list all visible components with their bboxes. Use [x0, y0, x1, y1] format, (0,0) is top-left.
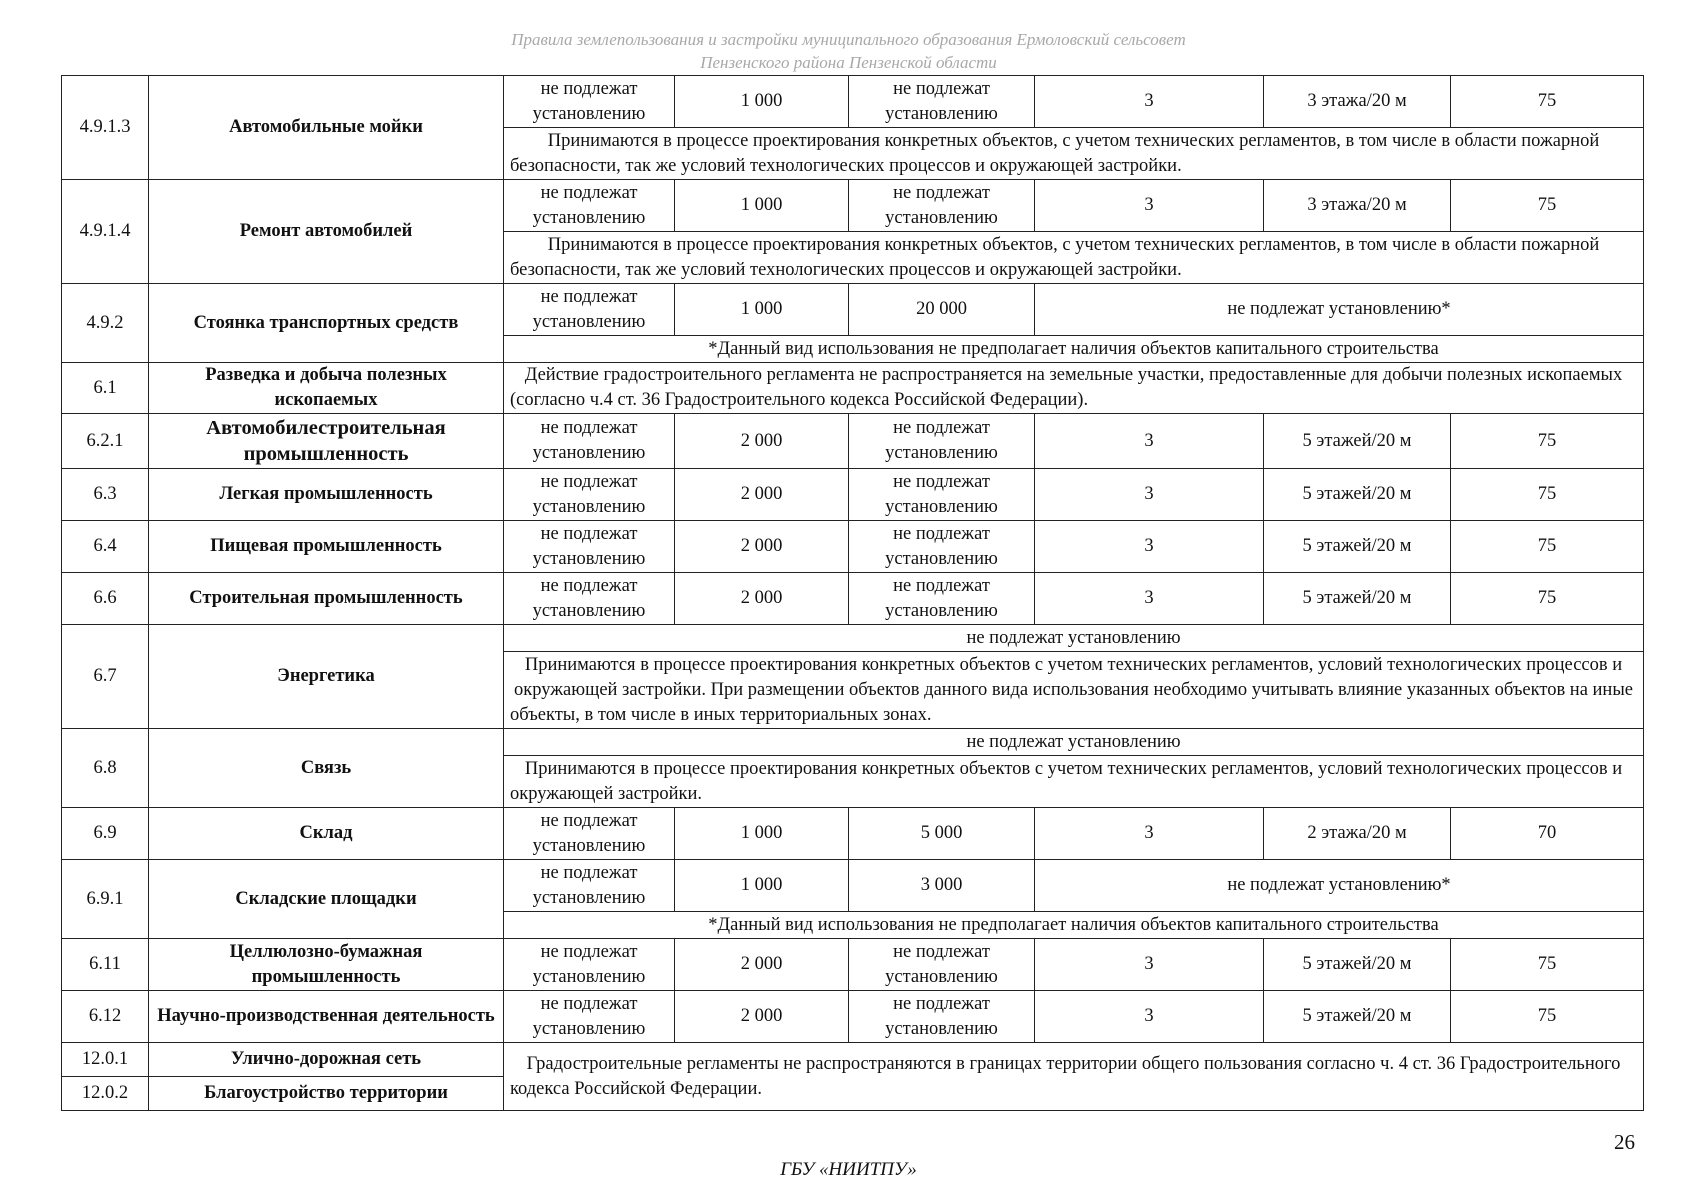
- max-plot-area: не подлежат установлению: [849, 414, 1035, 469]
- max-coverage: 70: [1451, 808, 1644, 860]
- max-plot-area: 20 000: [849, 284, 1035, 336]
- min-plot-width: не подлежат установлению: [504, 991, 675, 1043]
- row-name: Легкая промышленность: [149, 469, 504, 521]
- all-params: не подлежат установлению: [504, 729, 1644, 756]
- row-note: Принимаются в процессе проектирования конкретных объектов, с учетом технических регламентов, в том числе в области пожарной безопасности, так же условий технологических процессов и окружающей застройки.: [504, 232, 1644, 284]
- row-code: 12.0.2: [62, 1077, 149, 1111]
- max-coverage: 75: [1451, 180, 1644, 232]
- row-name: Ремонт автомобилей: [149, 180, 504, 284]
- table-row: [62, 284, 1644, 336]
- max-plot-area: не подлежат установлению: [849, 939, 1035, 991]
- row-footnote: *Данный вид использования не предполагает наличия объектов капитального строительства: [504, 912, 1644, 939]
- row-name: Склад: [149, 808, 504, 860]
- table-row: [62, 573, 1644, 625]
- row-name: Строительная промышленность: [149, 573, 504, 625]
- min-setback: 3: [1035, 573, 1264, 625]
- min-plot-width: не подлежат установлению: [504, 469, 675, 521]
- row-code: 6.8: [62, 729, 149, 808]
- min-plot-width: не подлежат установлению: [504, 860, 675, 912]
- row-code: 6.6: [62, 573, 149, 625]
- row-name: Научно-производственная деятельность: [149, 991, 504, 1043]
- table-row: [62, 1043, 1644, 1077]
- min-plot-area: 2 000: [675, 939, 849, 991]
- max-plot-area: 3 000: [849, 860, 1035, 912]
- table-row: [62, 625, 1644, 652]
- regulations-table: [61, 75, 1644, 1111]
- min-plot-area: 2 000: [675, 414, 849, 469]
- max-floors-height: 5 этажей/20 м: [1264, 469, 1451, 521]
- min-plot-area: 2 000: [675, 991, 849, 1043]
- max-plot-area: не подлежат установлению: [849, 180, 1035, 232]
- row-note: Принимаются в процессе проектирования конкретных объектов с учетом технических регламентов, условий технологических процессов и окружающей застройки. При размещении объектов данного вида использования необходимо учитывать влияние указанных объектов на иные объекты, в том числе в иных территориальных зонах.: [504, 652, 1644, 729]
- min-plot-area: 2 000: [675, 469, 849, 521]
- min-plot-width: не подлежат установлению: [504, 939, 675, 991]
- min-setback: 3: [1035, 521, 1264, 573]
- row-code: 4.9.1.3: [62, 76, 149, 180]
- row-code: 6.12: [62, 991, 149, 1043]
- table-row: [62, 860, 1644, 912]
- row-name: Разведка и добыча полезных ископаемых: [149, 363, 504, 414]
- min-setback: 3: [1035, 808, 1264, 860]
- min-plot-width: не подлежат установлению: [504, 284, 675, 336]
- min-plot-area: 1 000: [675, 808, 849, 860]
- row-code: 12.0.1: [62, 1043, 149, 1077]
- table-row: [62, 469, 1644, 521]
- max-floors-height: 5 этажей/20 м: [1264, 573, 1451, 625]
- max-plot-area: не подлежат установлению: [849, 573, 1035, 625]
- min-setback: 3: [1035, 414, 1264, 469]
- table-row: [62, 808, 1644, 860]
- min-plot-area: 1 000: [675, 76, 849, 128]
- max-floors-height: 3 этажа/20 м: [1264, 180, 1451, 232]
- page-number: 26: [1614, 1130, 1635, 1154]
- row-code: 6.11: [62, 939, 149, 991]
- row-name: Энергетика: [149, 625, 504, 729]
- max-plot-area: не подлежат установлению: [849, 991, 1035, 1043]
- max-floors-height: 3 этажа/20 м: [1264, 76, 1451, 128]
- row-name: Складские площадки: [149, 860, 504, 939]
- row-code: 6.4: [62, 521, 149, 573]
- max-coverage: 75: [1451, 521, 1644, 573]
- min-plot-width: не подлежат установлению: [504, 414, 675, 469]
- max-floors-height: 5 этажей/20 м: [1264, 991, 1451, 1043]
- min-plot-width: не подлежат установлению: [504, 573, 675, 625]
- all-params: не подлежат установлению: [504, 625, 1644, 652]
- row-name: Пищевая промышленность: [149, 521, 504, 573]
- min-setback: 3: [1035, 469, 1264, 521]
- row-note: Градостроительные регламенты не распространяются в границах территории общего пользования согласно ч. 4 ст. 36 Градостроительного кодекса Российской Федерации.: [504, 1043, 1644, 1111]
- min-setback: 3: [1035, 991, 1264, 1043]
- max-coverage: 75: [1451, 76, 1644, 128]
- row-code: 6.2.1: [62, 414, 149, 469]
- max-plot-area: 5 000: [849, 808, 1035, 860]
- min-plot-width: не подлежат установлению: [504, 76, 675, 128]
- row-code: 6.3: [62, 469, 149, 521]
- max-plot-area: не подлежат установлению: [849, 521, 1035, 573]
- row-footnote: *Данный вид использования не предполагает наличия объектов капитального строительства: [504, 336, 1644, 363]
- min-plot-area: 1 000: [675, 284, 849, 336]
- page-footer: ГБУ «НИИТПУ»: [780, 1159, 917, 1180]
- table-row: [62, 939, 1644, 991]
- table-row: [62, 414, 1644, 469]
- min-plot-width: не подлежат установлению: [504, 180, 675, 232]
- table-row: [62, 363, 1644, 414]
- max-coverage: 75: [1451, 991, 1644, 1043]
- row-code: 4.9.1.4: [62, 180, 149, 284]
- row-name: Благоустройство территории: [149, 1077, 504, 1111]
- min-plot-width: не подлежат установлению: [504, 521, 675, 573]
- running-header-line-2: Пензенского района Пензенской области: [700, 53, 997, 72]
- min-plot-area: 2 000: [675, 521, 849, 573]
- row-name: Связь: [149, 729, 504, 808]
- min-setback: 3: [1035, 180, 1264, 232]
- max-floors-height: 5 этажей/20 м: [1264, 521, 1451, 573]
- max-floors-height: 5 этажей/20 м: [1264, 939, 1451, 991]
- max-plot-area: не подлежат установлению: [849, 76, 1035, 128]
- min-plot-area: 2 000: [675, 573, 849, 625]
- max-coverage: 75: [1451, 414, 1644, 469]
- row-note: Действие градостроительного регламента не распространяется на земельные участки, предоставленные для добычи полезных ископаемых (согласно ч.4 ст. 36 Градостроительного кодекса Российской Федерации).: [504, 363, 1644, 414]
- row-code: 6.7: [62, 625, 149, 729]
- table-row: [62, 521, 1644, 573]
- row-note: Принимаются в процессе проектирования конкретных объектов, с учетом технических регламентов, в том числе в области пожарной безопасности, так же условий технологических процессов и окружающей застройки.: [504, 128, 1644, 180]
- row-code: 6.9.1: [62, 860, 149, 939]
- max-coverage: 75: [1451, 469, 1644, 521]
- table-row: [62, 991, 1644, 1043]
- max-plot-area: не подлежат установлению: [849, 469, 1035, 521]
- min-plot-area: 1 000: [675, 180, 849, 232]
- min-plot-area: 1 000: [675, 860, 849, 912]
- row-code: 6.1: [62, 363, 149, 414]
- running-header-line-1: Правила землепользования и застройки муниципального образования Ермоловский сельсовет: [511, 30, 1186, 49]
- row-name: Целлюлозно-бумажная промышленность: [149, 939, 504, 991]
- min-setback: 3: [1035, 939, 1264, 991]
- other-params: не подлежат установлению*: [1035, 284, 1644, 336]
- row-code: 6.9: [62, 808, 149, 860]
- row-note: Принимаются в процессе проектирования конкретных объектов с учетом технических регламентов, условий технологических процессов и окружающей застройки.: [504, 756, 1644, 808]
- table-row: [62, 180, 1644, 232]
- row-name: Улично-дорожная сеть: [149, 1043, 504, 1077]
- min-plot-width: не подлежат установлению: [504, 808, 675, 860]
- table-row: [62, 729, 1644, 756]
- max-coverage: 75: [1451, 573, 1644, 625]
- min-setback: 3: [1035, 76, 1264, 128]
- other-params: не подлежат установлению*: [1035, 860, 1644, 912]
- row-name: Автомобилестроительная промышленность: [149, 414, 504, 469]
- max-floors-height: 2 этажа/20 м: [1264, 808, 1451, 860]
- table-row: [62, 76, 1644, 128]
- row-code: 4.9.2: [62, 284, 149, 363]
- row-name: Автомобильные мойки: [149, 76, 504, 180]
- row-name: Стоянка транспортных средств: [149, 284, 504, 363]
- max-coverage: 75: [1451, 939, 1644, 991]
- max-floors-height: 5 этажей/20 м: [1264, 414, 1451, 469]
